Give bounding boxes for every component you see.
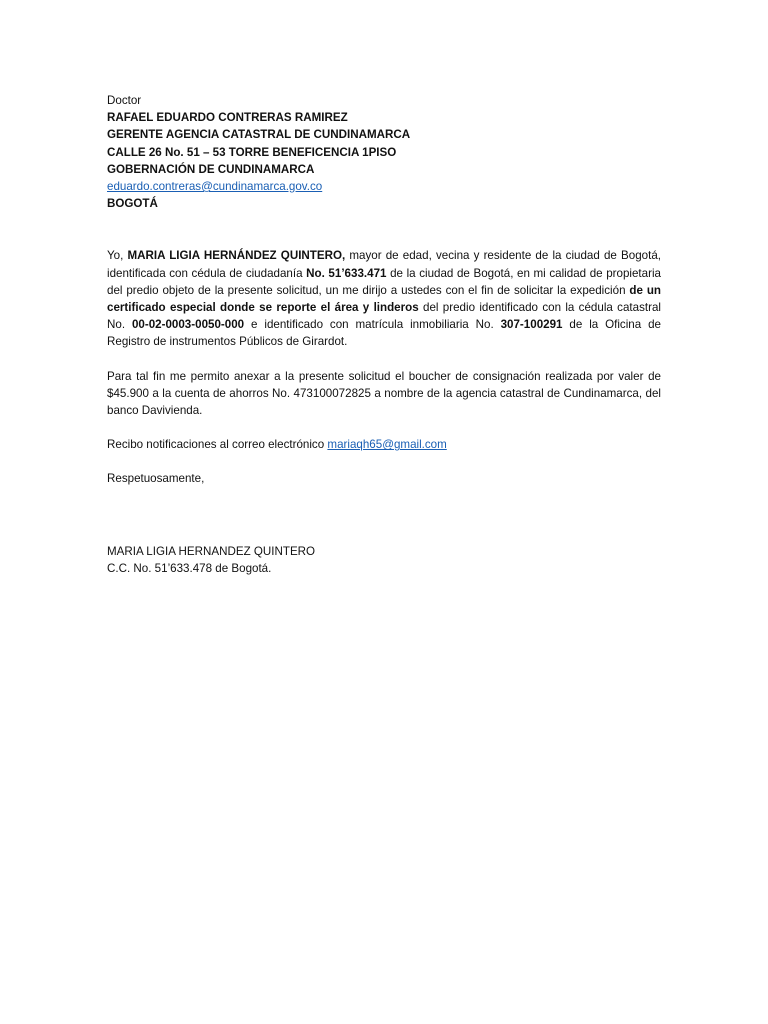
recipient-organization: GOBERNACIÓN DE CUNDINAMARCA [107,162,315,176]
p1-intro: Yo, [107,249,128,263]
recipient-name: RAFAEL EDUARDO CONTRERAS RAMIREZ [107,111,348,125]
p1-text-c: del predio identificado con la cédula catastral No. [107,301,661,332]
p1-text-e: de la Oficina de Registro de instrumentos Públicos de Girardot. [107,318,662,349]
p1-applicant-name: MARIA LIGIA HERNÁNDEZ QUINTERO, [127,249,346,263]
letter-page [107,92,661,577]
signature-name: MARIA LIGIA HERNANDEZ QUINTERO [107,544,316,558]
signature-block [107,543,661,577]
recipient-salutation: Doctor [107,94,142,107]
p1-cadastral-number: 00-02-0003-0050-000 [131,318,245,332]
closing-line: Respetuosamente, [107,472,205,486]
recipient-position: GERENTE AGENCIA CATASTRAL DE CUNDINAMARCA [107,128,411,142]
recipient-email-link[interactable]: eduardo.contreras@cundinamarca.gov.co [107,180,323,194]
p1-text-a: mayor de edad, vecina y residente de la ciudad de Bogotá, identificada con cédula de ciudadanía [107,249,661,280]
p1-registry-number: 307-100291 [500,318,563,332]
body-paragraph-request [107,247,661,350]
p1-certificate-request: de un certificado especial donde se reporte el área y linderos [107,283,661,315]
body-paragraph-notifications [107,436,661,453]
recipient-address: CALLE 26 No. 51 – 53 TORRE BENEFICENCIA 1PISO [107,145,397,159]
recipient-block [107,92,661,212]
p1-text-d: e identificado con matrícula inmobiliaria No. [244,318,501,332]
p1-text-b: de la ciudad de Bogotá, en mi calidad de propietaria del predio objeto de la presente solicitud, un me dirijo a ustedes con el fin de solicitar la expedición [107,266,661,297]
p1-id-number: No. 51’633.471 [306,266,387,280]
recipient-city: BOGOTÁ [107,197,158,211]
applicant-email-link[interactable]: mariaqh65@gmail.com [327,438,447,452]
body-paragraph-payment: Para tal fin me permito anexar a la presente solicitud el boucher de consignación realizada por valer de $45.900 a la cuenta de ahorros No. 473100072825 a nombre de la agencia catastral de Cundinamarca, del banco Davivienda. [107,369,661,418]
signature-id: C.C. No. 51’633.478 de Bogotá. [107,561,272,575]
p3-text: Recibo notificaciones al correo electrónico [107,438,328,452]
